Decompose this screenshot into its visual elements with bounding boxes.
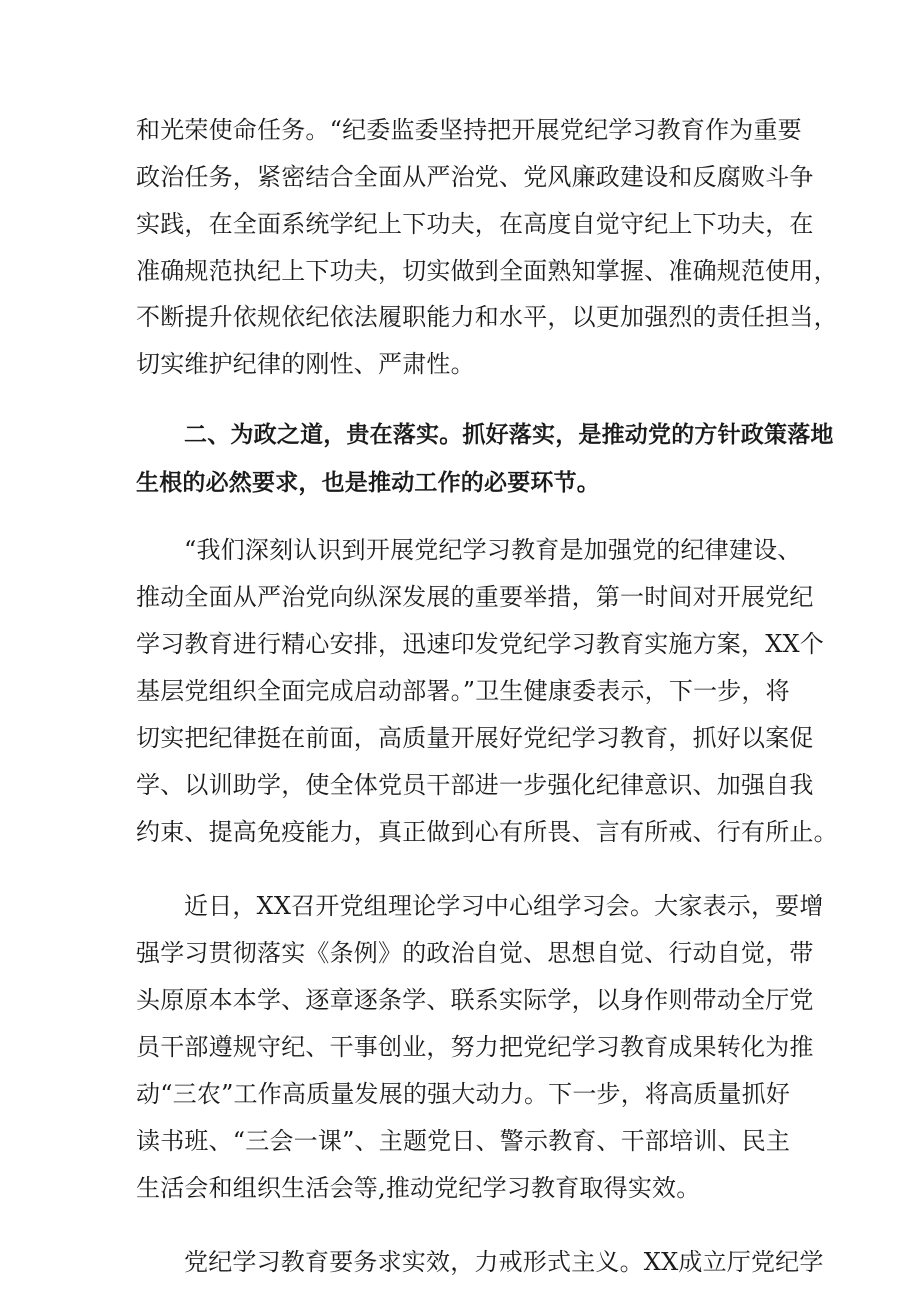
paragraph-4-line-7: 生活会和组织生活会等,推动党纪学习教育取得实效。 [136, 1174, 701, 1202]
paragraph-3-line-7: 约束、提高免疫能力，真正做到心有所畏、言有所戒、行有所止。 [136, 818, 838, 846]
section-heading-line-2: 生根的必然要求，也是推动工作的必要环节。 [136, 470, 600, 496]
paragraph-3-line-2: 推动全面从严治党向纵深发展的重要举措，第一时间对开展党纪 [136, 583, 814, 611]
paragraph-4-line-6: 读书班、“三会一课”、主题党日、警示教育、干部培训、民主 [136, 1127, 791, 1155]
section-heading-line-1: 二、为政之道，贵在落实。抓好落实，是推动党的方针政策落地 [184, 422, 834, 448]
paragraph-3-line-3: 学习教育进行精心安排，迅速印发党纪学习教育实施方案，XX个 [136, 630, 824, 658]
paragraph-5-line-1: 党纪学习教育要务求实效，力戒形式主义。XX成立厅党纪学 [184, 1248, 824, 1276]
paragraph-3-line-5: 切实把纪律挺在前面，高质量开展好党纪学习教育，抓好以案促 [136, 724, 814, 752]
paragraph-4-line-2: 强学习贯彻落实《条例》的政治自觉、思想自觉、行动自觉，带 [136, 939, 814, 967]
paragraph-1-line-2: 政治任务，紧密结合全面从严治党、党风廉政建设和反腐败斗争 [136, 163, 814, 191]
paragraph-4-line-5: 动“三农”工作高质量发展的强大动力。下一步，将高质量抓好 [136, 1080, 791, 1108]
paragraph-4-line-3: 头原原本本学、逐章逐条学、联系实际学，以身作则带动全厅党 [136, 986, 814, 1014]
paragraph-1-line-4: 准确规范执纪上下功夫，切实做到全面熟知掌握、准确规范使用， [136, 257, 838, 285]
paragraph-3-line-6: 学、以训助学，使全体党员干部进一步强化纪律意识、加强自我 [136, 771, 814, 799]
paragraph-4-line-4: 员干部遵规守纪、干事创业，努力把党纪学习教育成果转化为推 [136, 1033, 814, 1061]
paragraph-3-line-1: “我们深刻认识到开展党纪学习教育是加强党的纪律建设、 [184, 536, 802, 564]
paragraph-3-line-4: 基层党组织全面完成启动部署。”卫生健康委表示，下一步，将 [136, 677, 790, 705]
paragraph-1-line-3: 实践，在全面系统学纪上下功夫，在高度自觉守纪上下功夫，在 [136, 210, 814, 238]
paragraph-1-line-1: 和光荣使命任务。“纪委监委坚持把开展党纪学习教育作为重要 [136, 116, 802, 144]
paragraph-1-line-6: 切实维护纪律的刚性、严肃性。 [136, 350, 475, 378]
paragraph-4-line-1: 近日，XX召开党组理论学习中心组学习会。大家表示，要增 [184, 892, 824, 920]
paragraph-1-line-5: 不断提升依规依纪依法履职能力和水平，以更加强烈的责任担当， [136, 303, 838, 331]
